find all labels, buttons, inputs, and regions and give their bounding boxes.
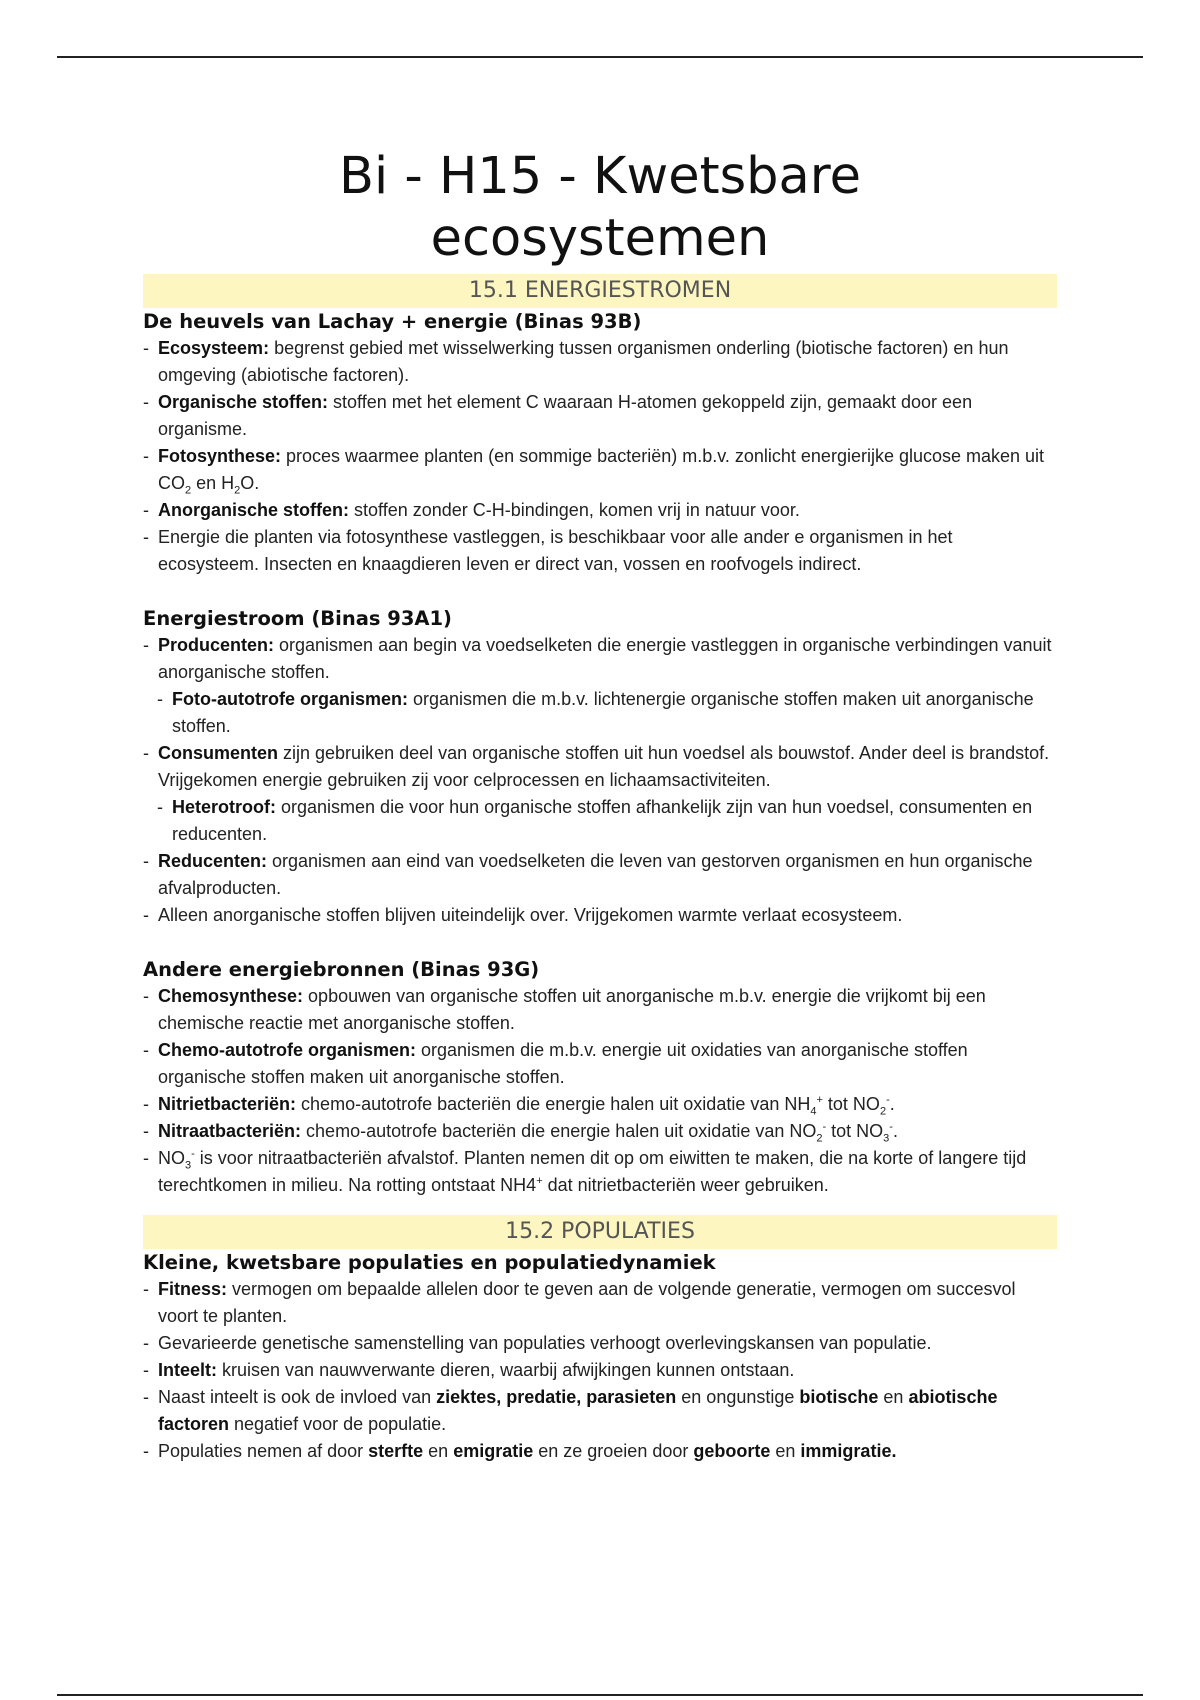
term: Chemo-autotrofe organismen: <box>158 1040 417 1060</box>
bullet-list <box>143 983 1057 1199</box>
superscript: - <box>191 1148 195 1160</box>
section-heading: Andere energiebronnen (Binas 93G) <box>143 958 540 981</box>
bottom-rule <box>57 1694 1143 1696</box>
group-gap <box>143 578 1057 605</box>
emphasis: abiotische factoren <box>158 1387 998 1434</box>
superscript: - <box>886 1094 890 1106</box>
term: Nitrietbacteriën: <box>158 1094 297 1114</box>
bullet-list <box>143 335 1057 578</box>
list-item: - Heterotroof: organismen die voor hun organische stoffen afhankelijk zijn van hun voedsel, consumenten en reducenten. <box>143 794 1057 848</box>
subscript: 2 <box>185 484 192 497</box>
list-item: - Fotosynthese: proces waarmee planten (en sommige bacteriën) m.b.v. zonlicht energierijke glucose maken uit $CO_2$ en $H_2O$. <box>143 443 1057 497</box>
term: Fitness: <box>158 1279 228 1299</box>
emphasis: ziektes, predatie, parasieten <box>436 1387 677 1407</box>
term: Anorganische stoffen: <box>158 500 350 520</box>
list-item: - Chemosynthese: opbouwen van organische stoffen uit anorganische m.b.v. energie die vrijkomt bij een chemische reactie met anorganische stoffen. <box>143 983 1057 1037</box>
list-item: - Nitraatbacteriën: chemo-autotrofe bacteriën die energie halen uit oxidatie van $NO_2^-$ tot $NO_3^-$. <box>143 1118 1057 1145</box>
list-item: - Anorganische stoffen: stoffen zonder C-H-bindingen, komen vrij in natuur voor. <box>143 497 1057 524</box>
list-item: - Consumenten zijn gebruiken deel van organische stoffen uit hun voedsel als bouwstof. Ander deel is brandstof. Vrijgekomen energie gebruiken zij voor celprocessen en lichaamsactiviteiten. <box>143 740 1057 794</box>
list-item: - Fitness: vermogen om bepaalde allelen door te geven aan de volgende generatie, vermogen om succesvol voort te planten. <box>143 1276 1057 1330</box>
list-item: - Populaties nemen af door sterfte en emigratie en ze groeien door geboorte en immigratie. <box>143 1438 1057 1465</box>
list-item: - Gevarieerde genetische samenstelling van populaties verhoogt overlevingskansen van populatie. <box>143 1330 1057 1357</box>
list-item: - Naast inteelt is ook de invloed van ziektes, predatie, parasieten en ongunstige biotische en abiotische factoren negatief voor de populatie. <box>143 1384 1057 1438</box>
list-item: - Producenten: organismen aan begin va voedselketen die energie vastleggen in organische verbindingen vanuit anorganische stoffen. <box>143 632 1057 686</box>
top-rule <box>57 56 1143 58</box>
term: Chemosynthese: <box>158 986 304 1006</box>
term: Producenten: <box>158 635 275 655</box>
bullet-list <box>143 1276 1057 1465</box>
term: Nitraatbacteriën: <box>158 1121 302 1141</box>
emphasis: emigratie <box>453 1441 534 1461</box>
bullet-list <box>143 632 1057 929</box>
term: Fotosynthese: <box>158 446 282 466</box>
list-item: - Nitrietbacteriën: chemo-autotrofe bacteriën die energie halen uit oxidatie van $NH_4^+$ tot $NO_2^-$. <box>143 1091 1057 1118</box>
subscript: 4 <box>810 1105 817 1118</box>
group-gap <box>143 929 1057 956</box>
section-heading: De heuvels van Lachay + energie (Binas 93B) <box>143 310 642 333</box>
section-heading: Kleine, kwetsbare populaties en populatiedynamiek <box>143 1251 716 1274</box>
list-item: - Organische stoffen: stoffen met het element C waaraan H-atomen gekoppeld zijn, gemaakt door een organisme. <box>143 389 1057 443</box>
subscript: 2 <box>816 1132 823 1145</box>
section-bar: 15.1 ENERGIESTROMEN <box>143 274 1057 308</box>
term: Foto-autotrofe organismen: <box>172 689 408 709</box>
sections-container <box>143 274 1057 1465</box>
emphasis: geboorte <box>693 1441 771 1461</box>
list-item: - Ecosysteem: begrenst gebied met wisselwerking tussen organismen onderling (biotische factoren) en hun omgeving (abiotische factoren). <box>143 335 1057 389</box>
term: Reducenten: <box>158 851 268 871</box>
list-item: - Foto-autotrofe organismen: organismen die m.b.v. lichtenergie organische stoffen maken uit anorganische stoffen. <box>143 686 1057 740</box>
section-gap <box>143 1199 1057 1215</box>
emphasis: immigratie. <box>800 1441 897 1461</box>
subscript: 2 <box>234 484 241 497</box>
title-line-1: Bi - H15 - Kwetsbare <box>338 147 861 206</box>
term: Ecosysteem: <box>158 338 270 358</box>
emphasis: biotische <box>799 1387 879 1407</box>
section-bar: 15.2 POPULATIES <box>143 1215 1057 1249</box>
term: Heterotroof: <box>172 797 276 817</box>
list-item: - $NO_3^-$ is voor nitraatbacteriën afvalstof. Planten nemen dit op om eiwitten te maken, die na korte of langere tijd terechtkomen in milieu. Na rotting ontstaat NH4+ dat nitrietbacteriën weer gebruiken. <box>143 1145 1057 1199</box>
list-item: - Energie die planten via fotosynthese vastleggen, is beschikbaar voor alle ander e organismen in het ecosysteem. Insecten en knaagdieren leven er direct van, vossen en roofvogels indirect. <box>143 524 1057 578</box>
document-title <box>143 146 1057 270</box>
superscript: + <box>816 1094 823 1106</box>
emphasis: sterfte <box>368 1441 424 1461</box>
subscript: 3 <box>883 1132 890 1145</box>
list-item: - Reducenten: organismen aan eind van voedselketen die leven van gestorven organismen en hun organische afvalproducten. <box>143 848 1057 902</box>
list-item: - Alleen anorganische stoffen blijven uiteindelijk over. Vrijgekomen warmte verlaat ecosysteem. <box>143 902 1057 929</box>
term: Inteelt: <box>158 1360 218 1380</box>
list-item: - Inteelt: kruisen van nauwverwante dieren, waarbij afwijkingen kunnen ontstaan. <box>143 1357 1057 1384</box>
superscript: - <box>822 1121 827 1133</box>
subscript: 2 <box>879 1105 887 1118</box>
title-line-2: ecosystemen <box>430 209 770 268</box>
list-item: - Chemo-autotrofe organismen: organismen die m.b.v. energie uit oxidaties van anorganische stoffen organische stoffen maken uit anorganische stoffen. <box>143 1037 1057 1091</box>
subscript: 3 <box>185 1159 192 1172</box>
document-body <box>143 146 1057 1465</box>
superscript: + <box>536 1175 543 1187</box>
superscript: - <box>889 1121 893 1133</box>
term: Organische stoffen: <box>158 392 329 412</box>
section-heading: Energiestroom (Binas 93A1) <box>143 607 452 630</box>
term: Consumenten <box>158 743 279 763</box>
